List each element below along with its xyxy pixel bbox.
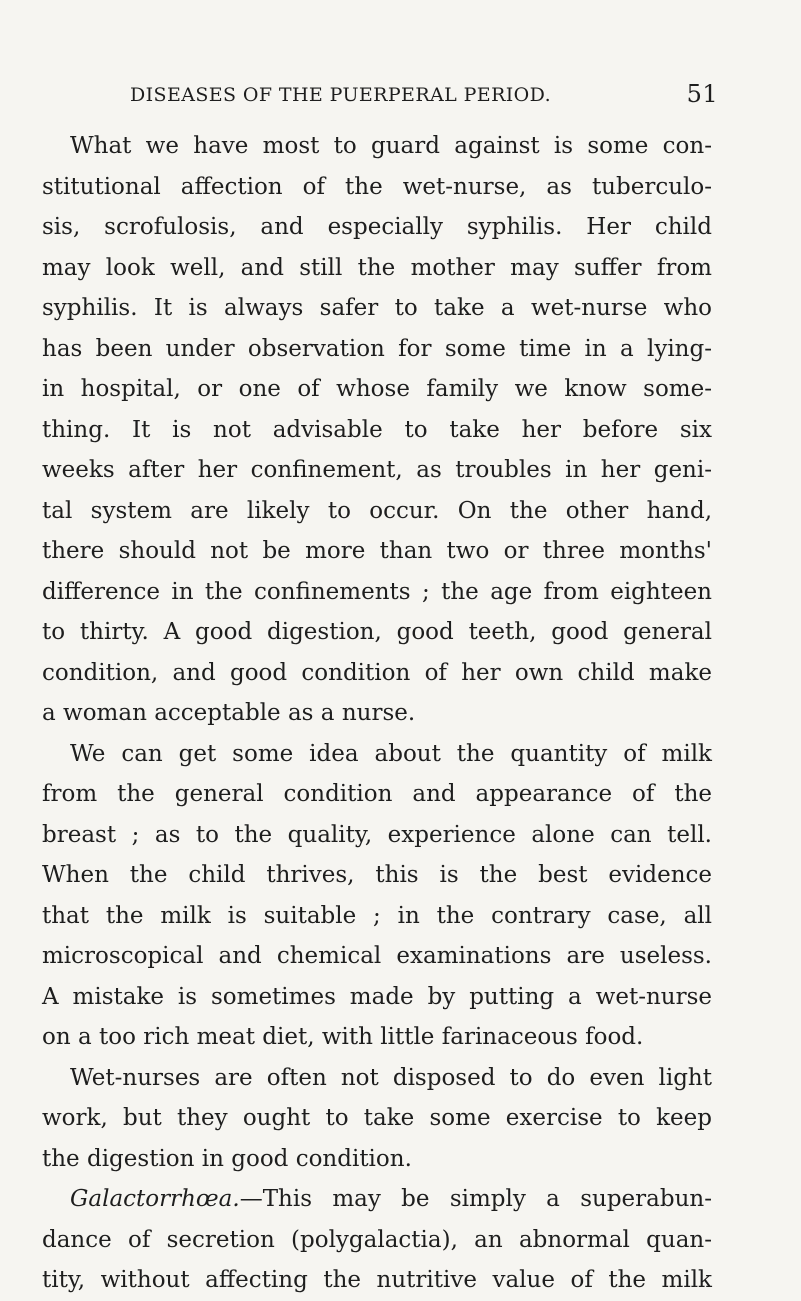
paragraph-galactorrhoea xyxy=(42,1179,712,1301)
page-number: 51 xyxy=(686,80,718,108)
text-line: thing. It is not advisable to take her before six xyxy=(42,416,712,443)
text-line: a woman acceptable as a nurse. xyxy=(42,700,416,726)
text-line: breast ; as to the quality, experience alone can tell. xyxy=(42,821,712,848)
text-line: syphilis. It is always safer to take a wet-nurse who xyxy=(42,295,712,321)
text-line-rest: —This may be simply a superabun- xyxy=(239,1186,712,1212)
text-line: Wet-nurses are often not disposed to do even light xyxy=(70,1064,712,1091)
text-line: that the milk is suitable ; in the contrary case, all xyxy=(42,902,712,929)
paragraph-milk-quantity xyxy=(42,734,712,1058)
text-line: sis, scrofulosis, and especially syphilis. Her child xyxy=(42,214,712,240)
text-line: there should not be more than two or three months' xyxy=(42,538,712,564)
text-line: A mistake is sometimes made by putting a wet-nurse xyxy=(42,983,712,1010)
text-line: microscopical and chemical examinations are useless. xyxy=(42,943,712,969)
text-line: in hospital, or one of whose family we know some- xyxy=(42,376,712,402)
text-line: We can get some idea about the quantity of milk xyxy=(70,740,712,767)
paragraph-exercise xyxy=(42,1058,712,1180)
text-line: the digestion in good condition. xyxy=(42,1145,412,1172)
text-line: tal system are likely to occur. On the other hand, xyxy=(42,497,712,524)
text-line xyxy=(42,1179,712,1220)
text-line: weeks after her confinement, as troubles in her geni- xyxy=(42,457,712,483)
text-line: What we have most to guard against is some con- xyxy=(70,133,712,159)
text-line: to thirty. A good digestion, good teeth, good general xyxy=(42,619,712,645)
text-line: stitutional affection of the wet-nurse, as tuberculo- xyxy=(42,173,712,200)
text-line: may look well, and still the mother may suffer from xyxy=(42,254,712,281)
text-line: dance of secretion (polygalactia), an abnormal quan- xyxy=(42,1226,712,1253)
text-line: condition, and good condition of her own child make xyxy=(42,659,712,686)
text-line: When the child thrives, this is the best evidence xyxy=(42,862,712,888)
body-text xyxy=(42,126,712,1301)
text-line: from the general condition and appearance of the xyxy=(42,781,712,807)
running-head xyxy=(92,80,718,114)
text-line: has been under observation for some time in a lying- xyxy=(42,335,712,362)
text-line: tity, without affecting the nutritive value of the milk xyxy=(42,1267,712,1293)
running-head-title: DISEASES OF THE PUERPERAL PERIOD. xyxy=(130,84,552,106)
paragraph-wet-nurse-affections xyxy=(42,126,712,734)
galactorrhoea-heading: Galactorrhœa. xyxy=(70,1186,240,1212)
text-line: difference in the confinements ; the age from eighteen xyxy=(42,578,712,605)
text-line: work, but they ought to take some exercise to keep xyxy=(42,1105,712,1131)
text-line: on a too rich meat diet, with little farinaceous food. xyxy=(42,1024,644,1050)
